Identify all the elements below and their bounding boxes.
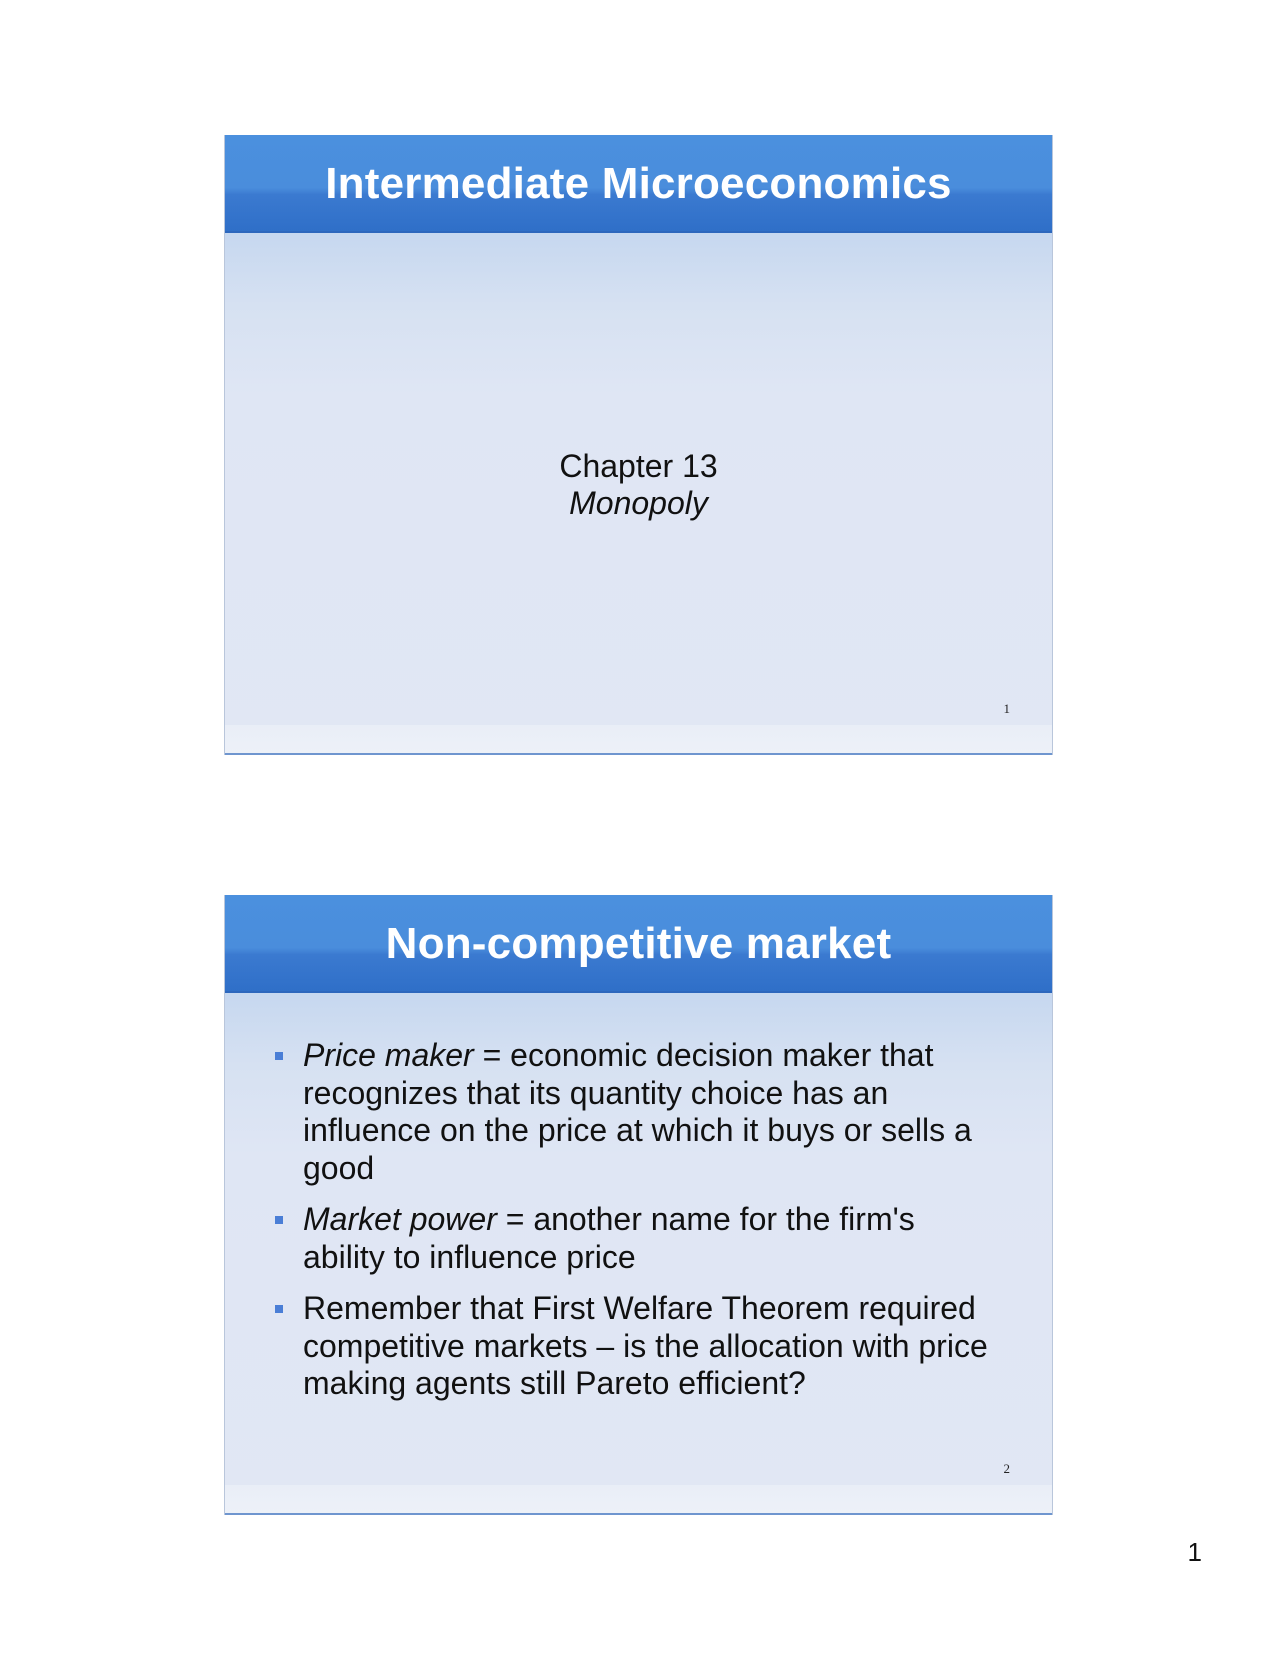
slide-number: 1 xyxy=(1003,701,1010,716)
bullet-list xyxy=(275,1037,1005,1417)
bullet-item xyxy=(275,1037,1005,1187)
square-bullet-icon xyxy=(275,1052,283,1060)
slide-footer xyxy=(225,725,1052,755)
bullet-term: Market power xyxy=(303,1201,497,1237)
slide-number: 2 xyxy=(1003,1461,1010,1476)
bullet-item xyxy=(275,1201,1005,1276)
chapter-topic: Monopoly xyxy=(569,485,708,521)
slide-header xyxy=(225,135,1052,233)
bullet-item xyxy=(275,1290,1005,1403)
slide-title: Intermediate Microeconomics xyxy=(325,159,952,208)
slide-subtitle xyxy=(225,448,1052,522)
slide-title: Non-competitive market xyxy=(385,919,892,968)
square-bullet-icon xyxy=(275,1305,283,1313)
bullet-text: = economic decision maker that recognizes that its quantity choice has an influence on the price at which it buys or sells a good xyxy=(303,1037,972,1186)
chapter-label: Chapter 13 xyxy=(559,448,718,484)
bullet-term: Price maker xyxy=(303,1037,474,1073)
slide-2 xyxy=(224,895,1053,1515)
bullet-text: = another name for the firm's ability to influence price xyxy=(303,1201,915,1275)
page-number: 1 xyxy=(1187,1537,1202,1567)
bullet-text: Remember that First Welfare Theorem required competitive markets – is the allocation with price making agents still Pareto efficient? xyxy=(303,1290,988,1401)
slide-header xyxy=(225,895,1052,993)
slide-1 xyxy=(224,135,1053,755)
square-bullet-icon xyxy=(275,1216,283,1224)
slide-footer xyxy=(225,1485,1052,1515)
